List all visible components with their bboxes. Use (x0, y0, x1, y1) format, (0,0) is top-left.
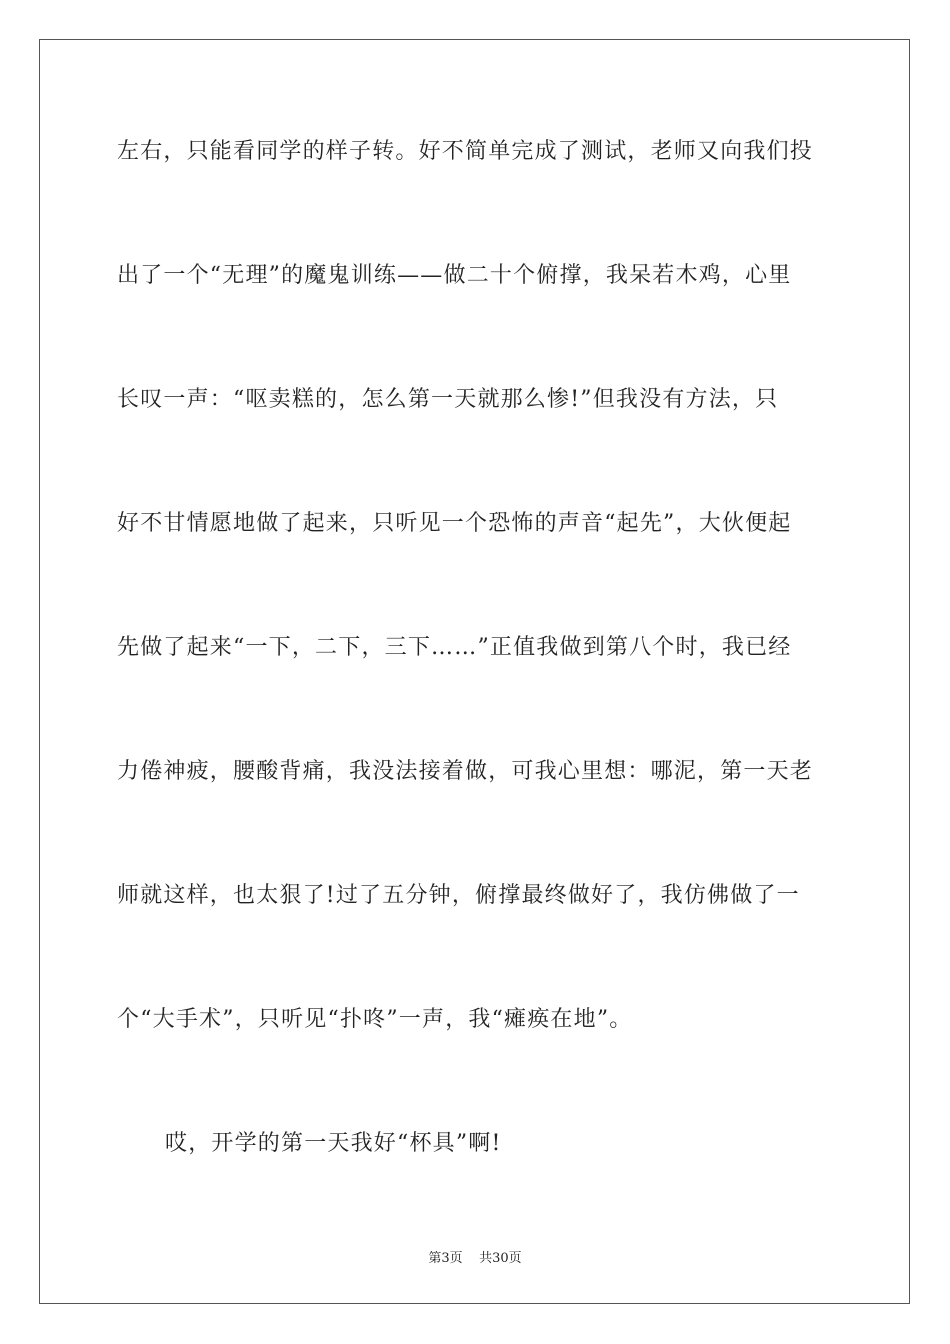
body-text-line: 左右，只能看同学的样子转。好不简单完成了测试，老师又向我们投 (117, 139, 814, 164)
body-text-line: 先做了起来“一下，二下，三下……”正值我做到第八个时，我已经 (117, 635, 792, 660)
page-border (39, 39, 910, 1304)
body-text-line: 师就这样，也太狠了!过了五分钟，俯撑最终做好了，我仿佛做了一 (117, 883, 800, 908)
body-text-line: 力倦神疲，腰酸背痛，我没法接着做，可我心里想：哪泥，第一天老 (117, 759, 814, 784)
body-text-line: 个“大手术”，只听见“扑咚”一声，我“瘫痪在地”。 (117, 1007, 633, 1032)
body-text-line: 好不甘情愿地做了起来，只听见一个恐怖的声音“起先”，大伙便起 (117, 511, 792, 536)
body-text-line: 出了一个“无理”的魔鬼训练——做二十个俯撑，我呆若木鸡，心里 (117, 263, 792, 288)
body-text-line: 长叹一声：“呕卖糕的，怎么第一天就那么惨!”但我没有方法，只 (117, 387, 779, 412)
page-number-footer: 第3页 共30页 (428, 1251, 522, 1266)
closing-paragraph: 哎，开学的第一天我好“杯具”啊! (165, 1131, 502, 1156)
